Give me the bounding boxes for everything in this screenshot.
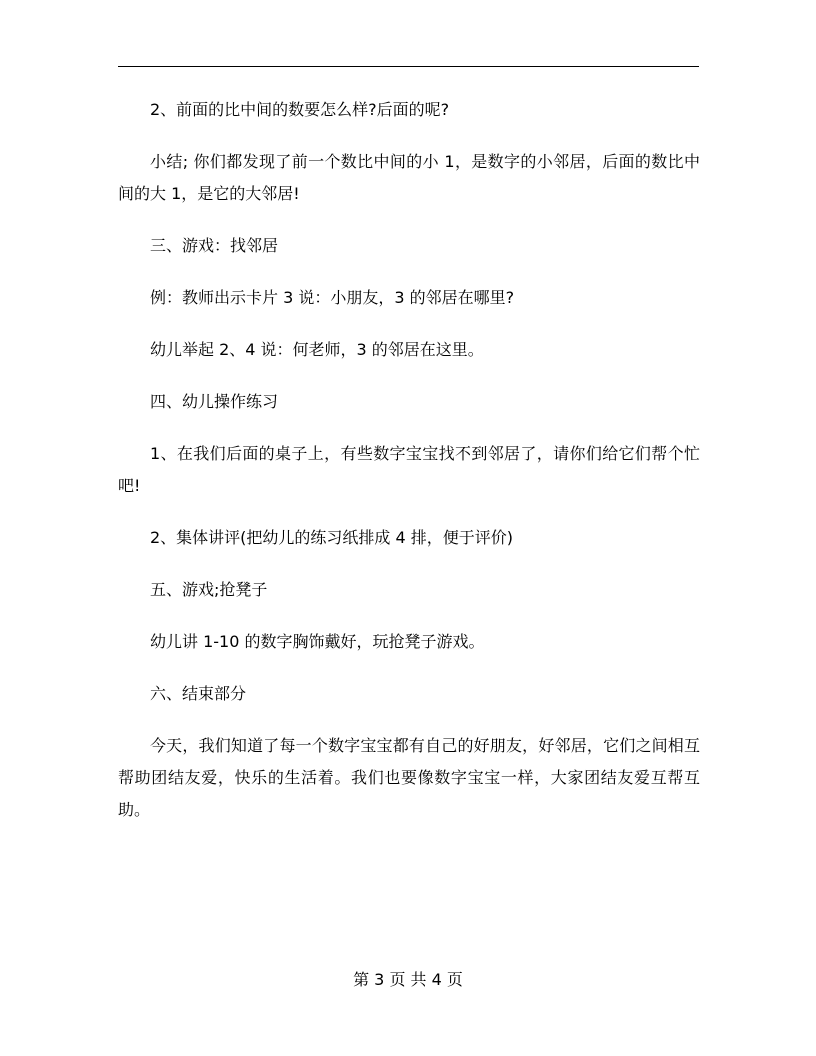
paragraph: 今天，我们知道了每一个数字宝宝都有自己的好朋友，好邻居，它们之间相互帮助团结友爱，快乐的生活着。我们也要像数字宝宝一样，大家团结友爱互帮互助。 [118, 736, 700, 819]
paragraph: 小结; 你们都发现了前一个数比中间的小 1，是数字的小邻居，后面的数比中间的大 1，是它的大邻居! [118, 152, 700, 203]
header-rule [118, 66, 699, 67]
section-heading: 三、游戏：找邻居 [150, 236, 279, 255]
document-body [118, 94, 700, 846]
section-heading: 六、结束部分 [150, 684, 247, 703]
paragraph: 2、集体讲评(把幼儿的练习纸排成 4 排，便于评价) [150, 528, 514, 547]
paragraph: 1、在我们后面的桌子上，有些数字宝宝找不到邻居了，请你们给它们帮个忙吧! [118, 444, 700, 495]
paragraph: 例：教师出示卡片 3 说：小朋友，3 的邻居在哪里? [150, 288, 515, 307]
section-heading: 四、幼儿操作练习 [150, 392, 279, 411]
paragraph: 2、前面的比中间的数要怎么样?后面的呢? [150, 100, 450, 119]
paragraph: 幼儿讲 1-10 的数字胸饰戴好，玩抢凳子游戏。 [150, 632, 485, 651]
page-number: 第 3 页 共 4 页 [353, 970, 463, 989]
paragraph: 幼儿举起 2、4 说：何老师，3 的邻居在这里。 [150, 340, 484, 359]
section-heading: 五、游戏;抢凳子 [150, 580, 268, 599]
